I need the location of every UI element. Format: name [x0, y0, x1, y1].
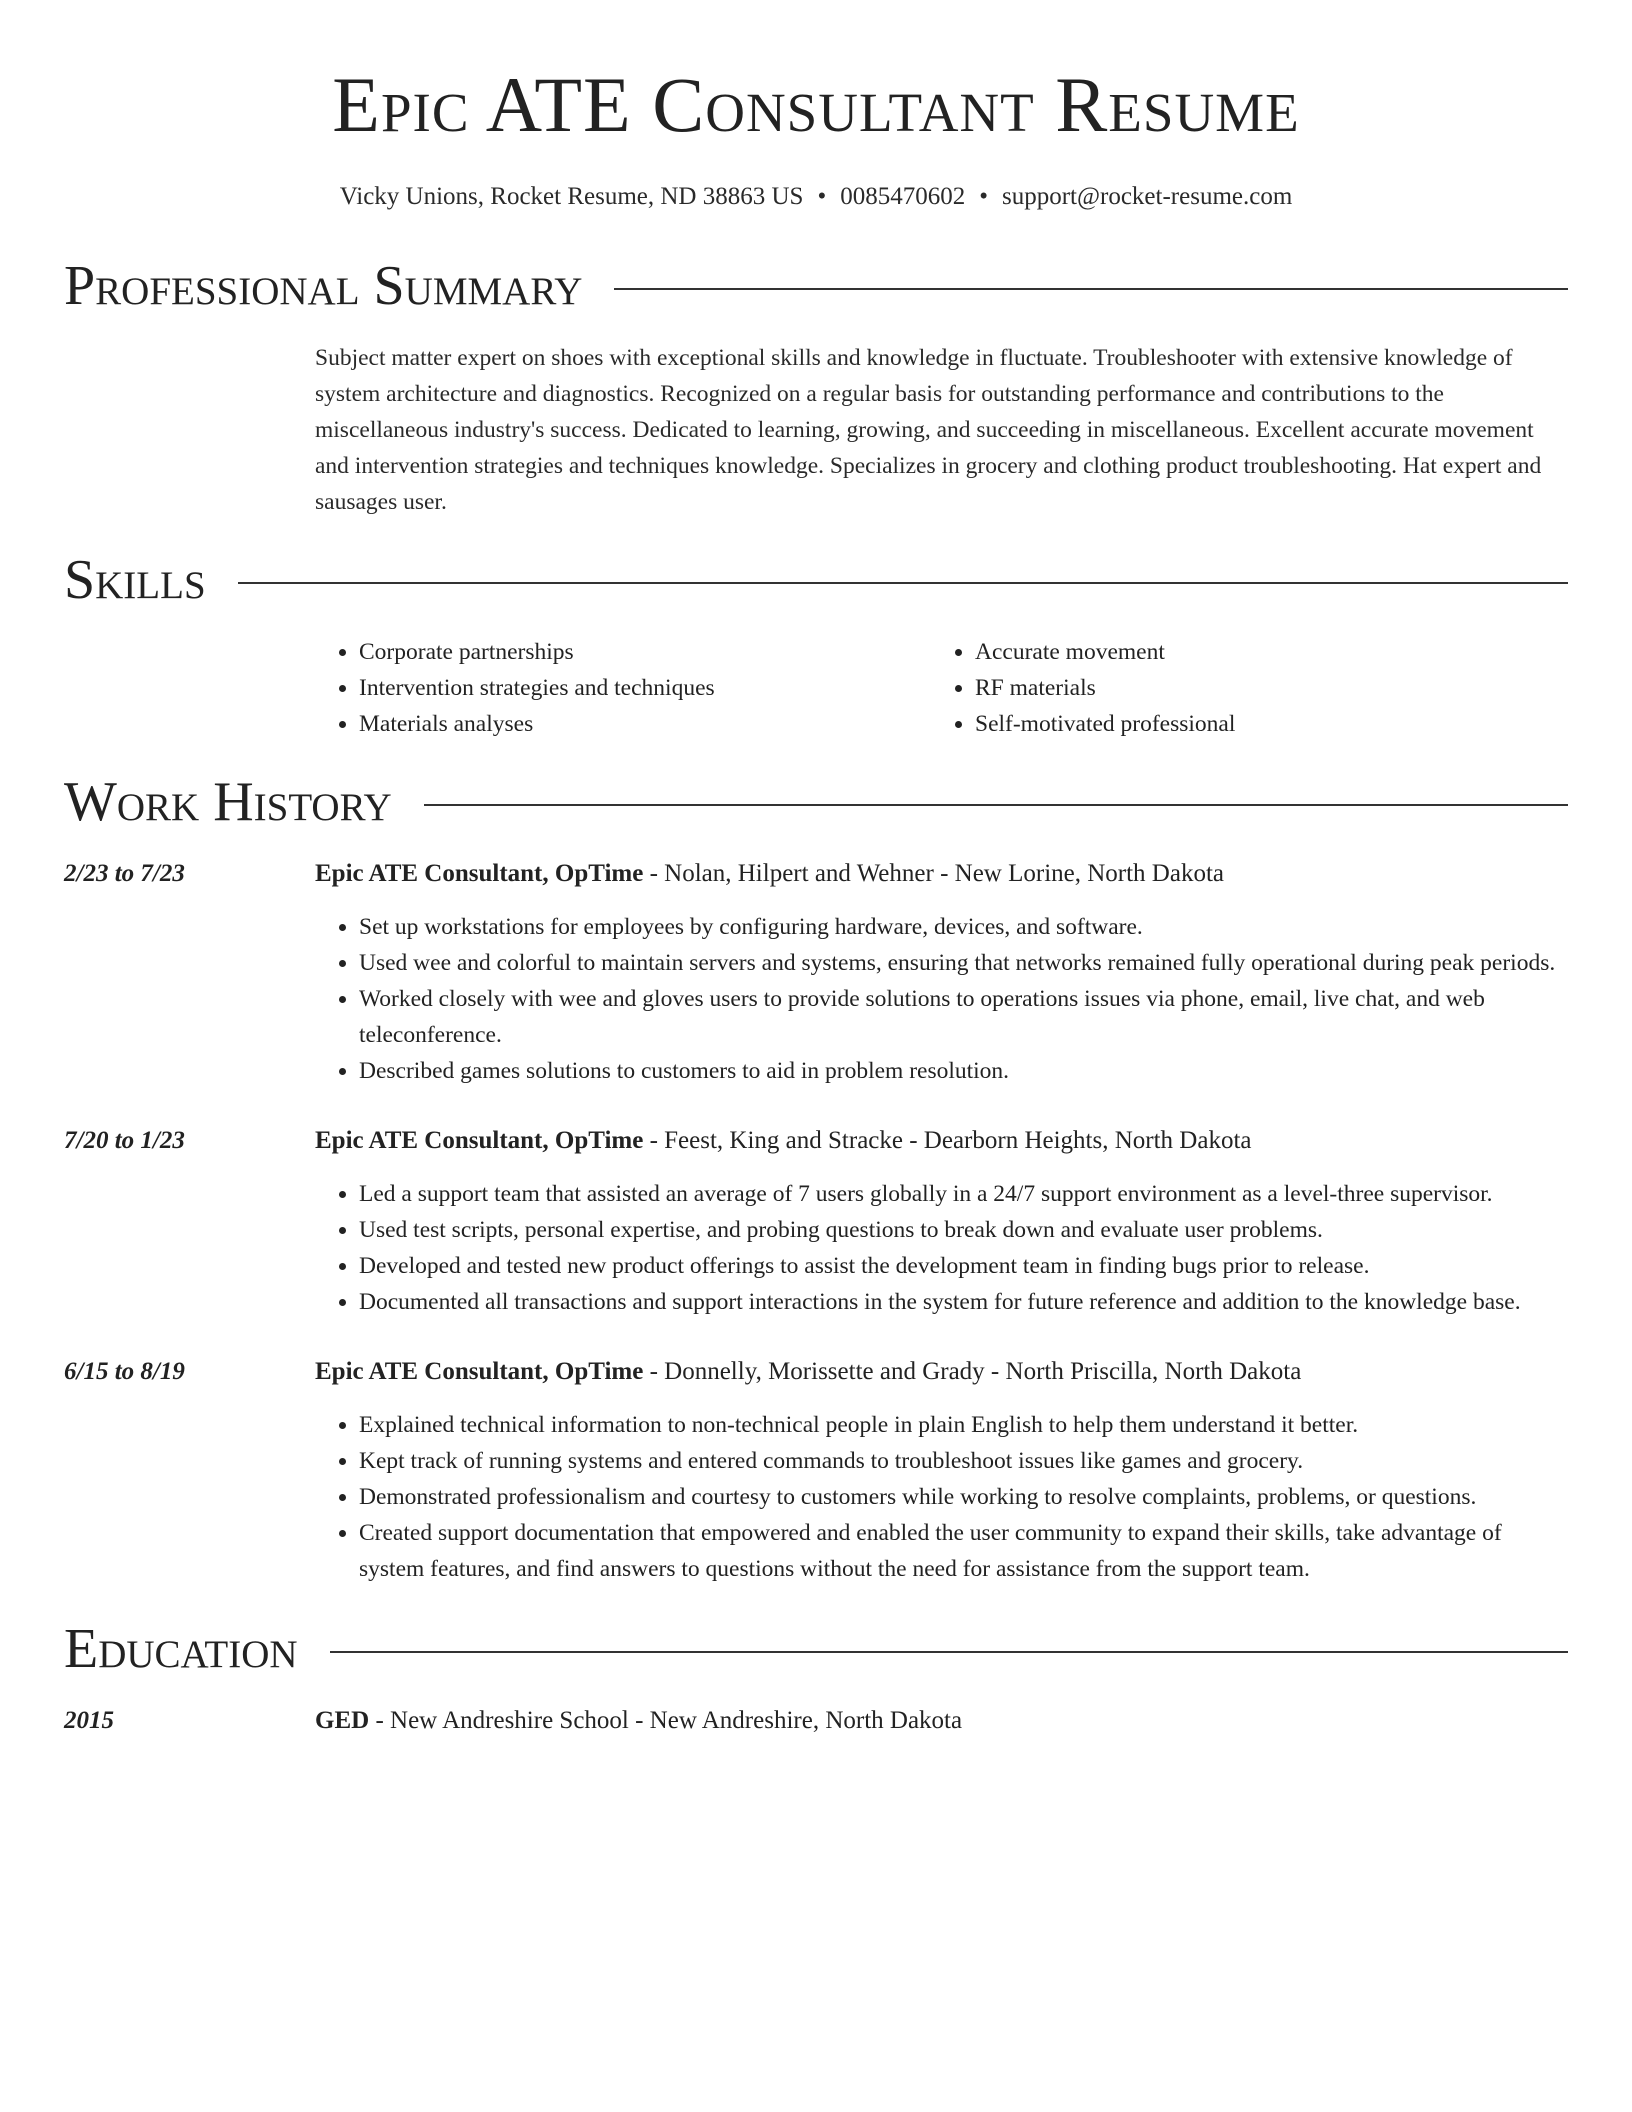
job-body: [315, 1123, 1568, 1320]
education-entry: [64, 1703, 1568, 1739]
section-divider: [238, 582, 1568, 584]
education-details: - New Andreshire School - New Andreshire, North Dakota: [369, 1707, 963, 1734]
work-heading: Work History: [64, 771, 392, 833]
job-headline: [315, 1123, 1568, 1159]
skills-section-header: [64, 548, 1568, 612]
job-bullet: • Used wee and colorful to maintain servers and systems, ensuring that networks remained fully operational during peak periods.: [359, 945, 1568, 981]
summary-text: Subject matter expert on shoes with exceptional skills and knowledge in fluctuate. Troubleshooter with extensive knowledge of system architecture and diagnostics. Recognized on a regular basis for outstanding performance and contributions to the miscellaneous industry's success. Dedicated to learning, growing, and succeeding in miscellaneous. Excellent accurate movement and intervention strategies and techniques knowledge. Specializes in grocery and clothing product troubleshooting. Hat expert and sausages user.: [315, 345, 1542, 515]
skill-item: • Self-motivated professional: [975, 706, 1535, 742]
section-divider: [330, 1651, 1568, 1653]
job-title: Epic ATE Consultant, OpTime: [315, 1127, 644, 1154]
job-bullet: • Developed and tested new product offerings to assist the development team in finding bugs prior to release.: [359, 1248, 1568, 1284]
skills-column-left: [315, 634, 931, 742]
job-entry: [64, 1354, 1568, 1587]
job-date: 7/20 to 1/23: [64, 1127, 185, 1154]
contact-email: support@rocket-resume.com: [1001, 183, 1293, 210]
section-divider: [614, 288, 1568, 290]
job-bullets: [315, 1407, 1568, 1587]
skill-item: • Accurate movement: [975, 634, 1535, 670]
skills-column-right: [931, 634, 1535, 742]
job-date: 2/23 to 7/23: [64, 860, 185, 887]
resume-page: [64, 0, 1568, 1739]
job-bullet: • Kept track of running systems and entered commands to troubleshoot issues like games and grocery.: [359, 1443, 1568, 1479]
contact-address: Vicky Unions, Rocket Resume, ND 38863 US: [339, 183, 804, 210]
education-body: [315, 1703, 1568, 1739]
contact-phone: 0085470602: [840, 183, 966, 210]
job-bullet: • Set up workstations for employees by configuring hardware, devices, and software.: [359, 909, 1568, 945]
work-section-header: [64, 770, 1568, 834]
resume-title: Epic ATE Consultant Resume: [332, 61, 1300, 148]
job-bullet: • Worked closely with wee and gloves users to provide solutions to operations issues via phone, email, live chat, and web teleconference.: [359, 981, 1568, 1053]
job-body: [315, 1354, 1568, 1587]
skills-heading: Skills: [64, 549, 206, 611]
job-entry: [64, 856, 1568, 1089]
job-bullet: • Created support documentation that empowered and enabled the user community to expand their skills, take advantage of system features, and find answers to questions without the need for assistance from the support team.: [359, 1515, 1568, 1587]
skills-list: [315, 634, 1568, 742]
summary-heading: Professional Summary: [64, 255, 583, 317]
job-bullet: • Led a support team that assisted an average of 7 users globally in a 24/7 support environment as a level-three supervisor.: [359, 1176, 1568, 1212]
job-bullet: • Used test scripts, personal expertise, and probing questions to break down and evaluate user problems.: [359, 1212, 1568, 1248]
job-bullets: [315, 909, 1568, 1089]
job-bullet: • Demonstrated professionalism and courtesy to customers while working to resolve complaints, problems, or questions.: [359, 1479, 1568, 1515]
summary-section-header: [64, 254, 1568, 318]
job-details: - Feest, King and Stracke - Dearborn Heights, North Dakota: [643, 1127, 1252, 1154]
education-heading: Education: [64, 1618, 298, 1680]
skill-item: • Corporate partnerships: [359, 634, 931, 670]
job-bullets: [315, 1176, 1568, 1320]
skill-item: • Materials analyses: [359, 706, 931, 742]
section-divider: [424, 804, 1568, 806]
job-details: - Donnelly, Morissette and Grady - North Priscilla, North Dakota: [643, 1358, 1302, 1385]
education-date: 2015: [64, 1707, 114, 1734]
job-bullet: • Documented all transactions and support interactions in the system for future reference and addition to the knowledge base.: [359, 1284, 1568, 1320]
education-section-header: [64, 1617, 1568, 1681]
contact-line: [64, 180, 1568, 214]
job-details: - Nolan, Hilpert and Wehner - New Lorine, North Dakota: [643, 860, 1225, 887]
job-title: Epic ATE Consultant, OpTime: [315, 1358, 644, 1385]
job-headline: [315, 856, 1568, 892]
skill-item: • RF materials: [975, 670, 1535, 706]
job-body: [315, 856, 1568, 1089]
job-bullet: • Explained technical information to non-technical people in plain English to help them understand it better.: [359, 1407, 1568, 1443]
education-degree: GED: [315, 1707, 370, 1734]
job-date: 6/15 to 8/19: [64, 1358, 185, 1385]
job-bullet: • Described games solutions to customers to aid in problem resolution.: [359, 1053, 1568, 1089]
job-headline: [315, 1354, 1568, 1390]
education-headline: [315, 1703, 1568, 1739]
contact-separator: •: [817, 183, 827, 210]
job-title: Epic ATE Consultant, OpTime: [315, 860, 644, 887]
job-entry: [64, 1123, 1568, 1320]
skill-item: • Intervention strategies and techniques: [359, 670, 931, 706]
contact-separator: •: [979, 183, 988, 210]
